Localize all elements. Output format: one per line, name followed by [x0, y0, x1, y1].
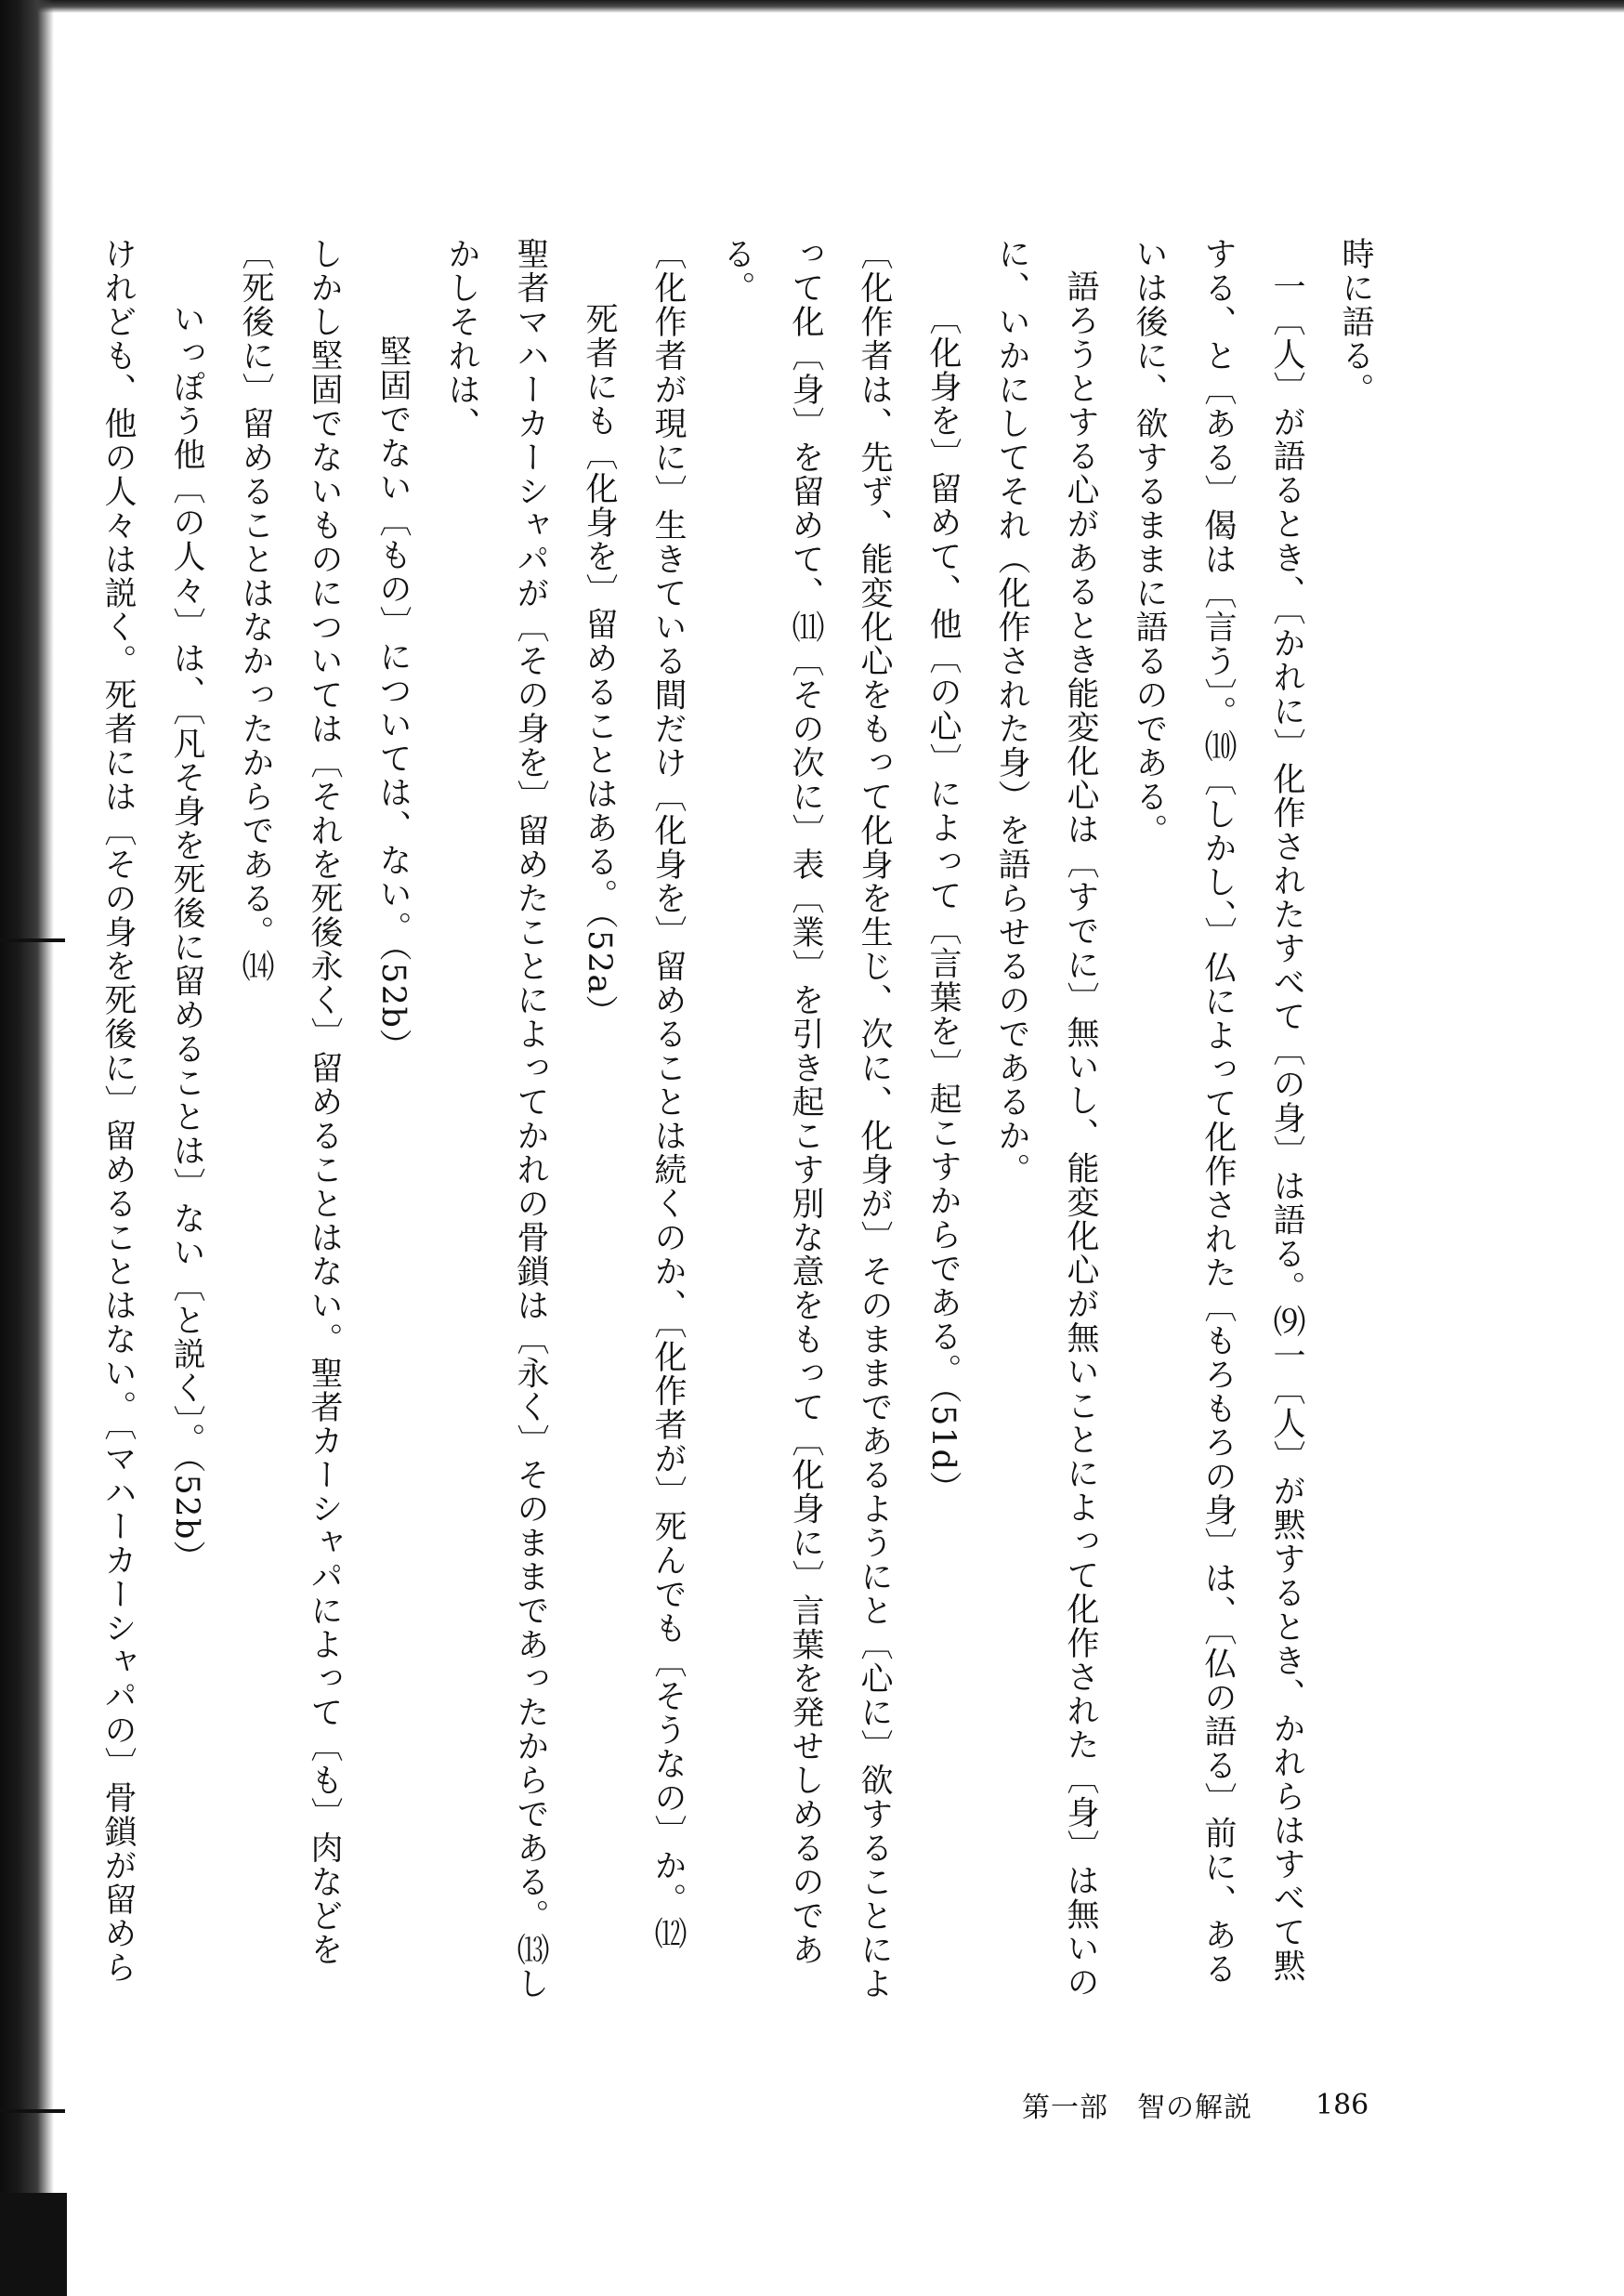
page-body-text [99, 237, 1390, 2012]
paragraph: 一〔人〕が語るとき、〔かれに〕化作されたすべて〔の身〕は語る。⑼一〔人〕が黙するとき、かれらはすべて黙する、と〔ある〕偈は〔言う〕。⑽〔しかし、〕仏によって化作された〔もろもろの身〕は、〔仏の語る〕前に、あるいは後に、欲するままに語るのである。 [1131, 237, 1305, 1986]
paragraph: 聖者マハーカーシャパが〔その身を〕留めたことによってかれの骨鎖は〔永く〕そのままであったからである。⒀しかしそれは、 [443, 237, 549, 2001]
paragraph: 語ろうとする心があるとき能変化心は〔すでに〕無いし、能変化心が無いことによって化作された〔身〕は無いのに、いかにしてそれ（化作された身）を語らせるのであるか。 [993, 237, 1099, 2000]
scan-left-edge [0, 0, 54, 2296]
verse-line: 死者にも〔化身を〕留めることはある。（52a） [581, 302, 618, 1030]
verse-line: いっぽう他〔の人々〕は、〔凡そ身を死後に留めることは〕ない〔と説く〕。（52b） [168, 302, 205, 1575]
page-footer [1022, 2086, 1369, 2123]
scan-edge-mark [0, 938, 65, 942]
scan-corner-block [0, 2193, 67, 2296]
verse-line: 堅固でない〔もの〕については、ない。（52b） [374, 335, 412, 1063]
page-number: 186 [1316, 2088, 1369, 2121]
paragraph: しかし堅固でないものについては〔それを死後永く〕留めることはない。聖者カーシャパによって〔も〕肉などを〔死後に〕留めることはなかったからである。⒁ [237, 237, 343, 1967]
paragraph: 〔化作者が現に〕生きている間だけ〔化身を〕留めることは続くのか、〔化作者が〕死んでも〔そうなの〕か。⑿ [649, 237, 687, 1950]
scan-edge-mark [0, 2109, 65, 2113]
running-footer-section: 第一部 智の解説 [1022, 2092, 1252, 2124]
paragraph: 時に語る。 [1337, 237, 1374, 407]
paragraph: けれども、他の人々は説く。死者には〔その身を死後に〕留めることはない。〔マハーカーシャパの〕骨鎖が留めら [99, 237, 137, 1985]
scan-top-edge [0, 0, 1624, 13]
paragraph: 〔化作者は、先ず、能変化心をもって化身を生じ、次に、化身が〕そのままであるようにと〔心に〕欲することによって化〔身〕を留めて、⑾〔その次に〕表〔業〕を引き起こす別な意をもって〔化身に〕言葉を発せしめるのである。 [718, 237, 893, 2001]
verse-line: 〔化身を〕留めて、他〔の心〕によって〔言葉を〕起こすからである。（51d） [924, 302, 962, 1505]
